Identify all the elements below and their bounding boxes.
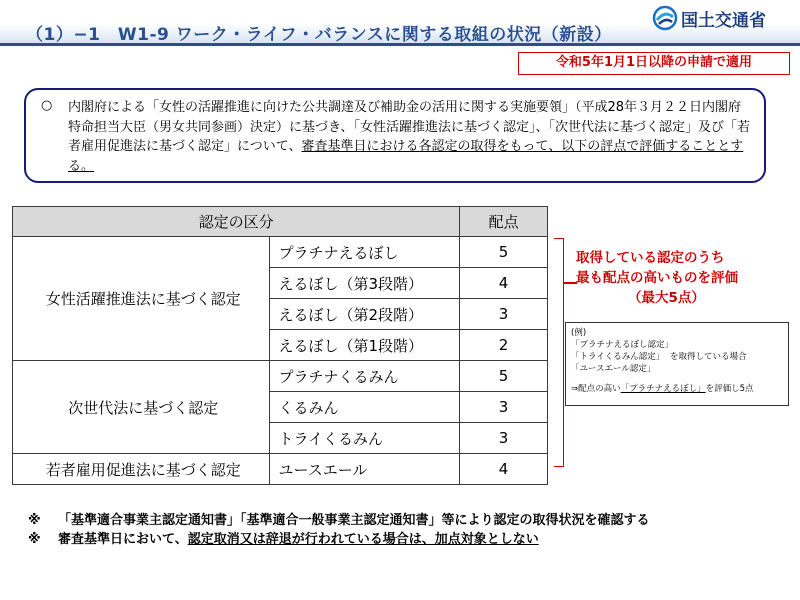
intro-bullet: ○ bbox=[41, 98, 53, 113]
footnote-1 bbox=[28, 511, 650, 530]
header-points: 配点 bbox=[460, 207, 548, 237]
cert-name: くるみん bbox=[270, 392, 460, 423]
evaluation-rule-note bbox=[576, 248, 738, 308]
cert-points: 5 bbox=[460, 237, 548, 268]
logo-text: 国土交通省 bbox=[681, 10, 766, 31]
page-title: （1）−1 W1-9 ワーク・ライフ・バランスに関する取組の状況（新設） bbox=[26, 25, 612, 45]
cert-name: えるぼし（第3段階） bbox=[270, 268, 460, 299]
cert-name: トライくるみん bbox=[270, 423, 460, 454]
cert-name: プラチナえるぼし bbox=[270, 237, 460, 268]
example-item3: 「ユースエール認定」 bbox=[571, 364, 656, 374]
header-category: 認定の区分 bbox=[13, 207, 460, 237]
footnote-2-prefix: 審査基準日において、 bbox=[58, 532, 188, 547]
cert-points: 3 bbox=[460, 423, 548, 454]
cert-points: 2 bbox=[460, 330, 548, 361]
table-header-row bbox=[13, 207, 548, 237]
cert-name: プラチナくるみん bbox=[270, 361, 460, 392]
conclusion-suffix: を評価し5点 bbox=[705, 384, 754, 394]
red-bracket bbox=[554, 238, 564, 467]
certification-table bbox=[12, 206, 548, 485]
footnote-1-text: 「基準適合事業主認定通知書」「基準適合一般事業主認定通知書」等により認定の取得状況を確認する bbox=[58, 513, 650, 528]
cert-points: 5 bbox=[460, 361, 548, 392]
cert-name: えるぼし（第1段階） bbox=[270, 330, 460, 361]
law-women: 女性活躍推進法に基づく認定 bbox=[13, 237, 270, 361]
red-bracket-tick bbox=[563, 282, 577, 284]
footnote-2 bbox=[28, 530, 650, 549]
cert-name: ユースエール bbox=[270, 454, 460, 485]
example-tail: を取得している場合 bbox=[670, 352, 747, 362]
rule-note-line2: 最も配点の高いものを評価 bbox=[576, 270, 738, 286]
cert-points: 3 bbox=[460, 299, 548, 330]
conclusion-underlined: 「プラチナえるぼし」 bbox=[620, 384, 706, 394]
rule-note-line1: 取得している認定のうち bbox=[576, 250, 725, 266]
cert-name: えるぼし（第2段階） bbox=[270, 299, 460, 330]
cert-points: 4 bbox=[460, 268, 548, 299]
law-next-generation: 次世代法に基づく認定 bbox=[13, 361, 270, 454]
footnote-2-underlined: 認定取消又は辞退が行われている場合は、加点対象としない bbox=[187, 532, 539, 547]
title-bar bbox=[0, 0, 800, 46]
example-box bbox=[565, 322, 789, 406]
table-row bbox=[13, 454, 548, 485]
cert-points: 4 bbox=[460, 454, 548, 485]
example-label: (例) bbox=[571, 328, 587, 338]
intro-text-main: 内閣府による「女性の活躍推進に向けた公共調達及び補助金の活用に関する実施要領」（平成28年３月２２日内閣府特命担当大臣（男女共同参画）決定）に基づき、「女性活躍推進法に基づく認定」、「次世代法に基づく認定」及び「若者雇用促進法に基づく認定」について、 bbox=[68, 100, 750, 154]
intro-text-underlined: 審査基準日における各認定の取得をもって、以下の評点で評価することとする。 bbox=[68, 139, 744, 174]
intro-box bbox=[24, 88, 766, 183]
example-conclusion bbox=[571, 383, 783, 395]
footnote-mark: ※ bbox=[28, 513, 41, 528]
footnote-mark: ※ bbox=[28, 532, 41, 547]
intro-text bbox=[68, 98, 750, 176]
footnotes bbox=[28, 511, 650, 549]
rule-note-line3: （最大5点） bbox=[628, 290, 705, 306]
example-item1: 「プラチナえるぼし認定」 bbox=[571, 340, 674, 350]
mlit-logo bbox=[652, 5, 766, 31]
conclusion-prefix: ⇒配点の高い bbox=[571, 384, 621, 394]
apply-date-badge: 令和5年1月1日以降の申請で適用 bbox=[518, 52, 790, 75]
law-youth-employment: 若者雇用促進法に基づく認定 bbox=[13, 454, 270, 485]
table-row bbox=[13, 361, 548, 392]
table-row bbox=[13, 237, 548, 268]
mlit-logo-icon bbox=[652, 5, 678, 31]
example-item2: 「トライくるみん認定」 bbox=[571, 352, 665, 362]
cert-points: 3 bbox=[460, 392, 548, 423]
